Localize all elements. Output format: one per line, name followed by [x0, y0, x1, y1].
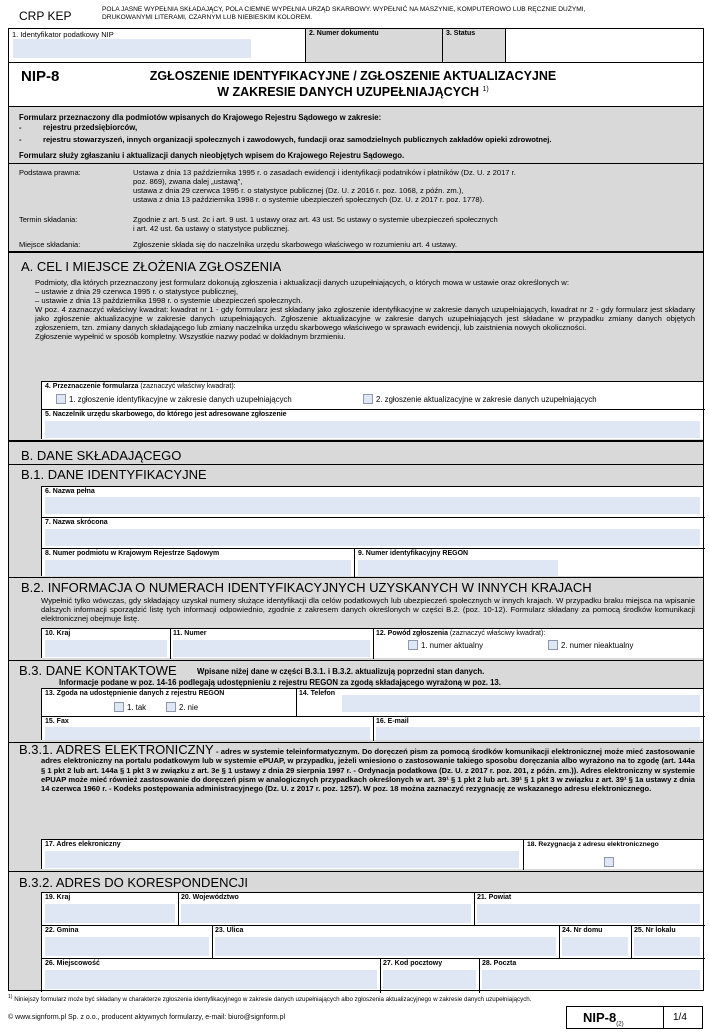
- field-4-option2[interactable]: 2. zgłoszenie aktualizacyjne w zakresie danych uzupełniających: [363, 394, 597, 404]
- status-label: 3. Status: [446, 30, 476, 37]
- document-number-field: [305, 29, 442, 62]
- checkbox-4-2[interactable]: [363, 394, 373, 404]
- section-a-p5: Zgłoszenie wypełnić w sposób kompletny. Wszystkie nazwy podać w dokładnym brzmieniu.: [35, 332, 346, 341]
- nip-field[interactable]: [9, 29, 305, 62]
- field-26-input[interactable]: [45, 970, 377, 989]
- section-a: [8, 251, 703, 440]
- form-title: [93, 69, 613, 99]
- field-11-label: 11. Numer: [173, 630, 207, 637]
- field-12-option2[interactable]: 2. numer nieaktualny: [548, 640, 633, 650]
- field-23-input[interactable]: [215, 937, 556, 956]
- field-19-label: 19. Kraj: [45, 894, 71, 901]
- document-number-label: 2. Numer dokumentu: [309, 30, 379, 37]
- checkbox-13-1[interactable]: [114, 702, 124, 712]
- form-code: NIP-8: [21, 68, 60, 85]
- section-b: [8, 440, 703, 990]
- footer-note-ref: 1): [8, 994, 13, 1000]
- field-13-option2[interactable]: 2. nie: [166, 702, 198, 712]
- field-4-label: 4. Przeznaczenie formularza (zaznaczyć właściwy kwadrat):: [45, 383, 236, 390]
- field-6-label: 6. Nazwa pełna: [45, 488, 95, 495]
- section-a-p3: – ustawie z dnia 13 października 1998 r. o systemie ubezpieczeń społecznych.: [35, 296, 303, 305]
- field-9-input[interactable]: [358, 560, 558, 576]
- field-7-label: 7. Nazwa skrócona: [45, 519, 108, 526]
- header-fields: [8, 28, 703, 62]
- field-5-label: 5. Naczelnik urzędu skarbowego, do którego jest adresowane zgłoszenie: [45, 411, 287, 418]
- header-note-line1: POLA JASNE WYPEŁNIA SKŁADAJĄCY, POLA CIEMNE WYPEŁNIA URZĄD SKARBOWY. WYPEŁNIĆ NA MASZYNIE, KOMPUTEROWO LUB RĘCZNIE DUŻYMI,: [102, 6, 586, 13]
- section-b3-text1: Wpisane niżej dane w części B.3.1. i B.3.2. aktualizują poprzedni stan danych.: [197, 667, 485, 676]
- nip-field-label: 1. Identyfikator podatkowy NIP: [12, 30, 114, 39]
- field-25-input[interactable]: [634, 937, 700, 956]
- field-16-input[interactable]: [376, 727, 700, 740]
- term-l1: Zgodnie z art. 5 ust. 2c i art. 9 ust. 1 ustawy oraz art. 43 ust. 5c ustawy o systemie ubezpieczeń społecznych: [133, 215, 498, 224]
- section-a-title: A. CEL I MIEJSCE ZŁOŻENIA ZGŁOSZENIA: [21, 259, 282, 274]
- footer-note-text: Niniejszy formularz może być składany w charakterze zgłoszenia identyfikacyjnego w zakresie danych uzupełniających albo zgłoszenia aktualizacyjnego w zakresie danych uzupełniających.: [14, 996, 532, 1004]
- section-a-p4: W poz. 4 zaznaczyć właściwy kwadrat: kwadrat nr 1 - gdy formularz jest składany jako zgłoszenie identyfikacyjne w zakresie danych uzupełniających, kwadrat nr 2 - gdy formularz jest składany jako zgłoszenie aktualizacyjne w zakresie danych uzupełniających. Zgłoszenie aktualizacyjne w zakresie danych uzupełniających jest składane w przypadku zmiany danych objętych zgłoszeniem, tzn. zmiany danych składającego lub zmiany naczelnika urzędu skarbowego właściwego w sprawach ewidencji, lub zaistnienia nowych okoliczności.: [35, 305, 695, 332]
- field-7-input[interactable]: [45, 529, 700, 546]
- field-20-input[interactable]: [181, 904, 471, 923]
- field-11-input[interactable]: [173, 640, 370, 657]
- page-code-box: [566, 1006, 703, 1029]
- section-b2-title: B.2. INFORMACJA O NUMERACH IDENTYFIKACYJNYCH UZYSKANYCH W INNYCH KRAJACH: [21, 580, 592, 595]
- intro-line1: Formularz przeznaczony dla podmiotów wpisanych do Krajowego Rejestru Sądowego w zakresie:: [19, 113, 382, 122]
- checkbox-12-1[interactable]: [408, 640, 418, 650]
- header-note: [102, 6, 585, 21]
- title-footnote-ref: 1): [482, 86, 489, 93]
- b3-fields: [41, 688, 704, 740]
- intro-item2: rejestru stowarzyszeń, innych organizacji społecznych i zawodowych, fundacji oraz samodzielnych publicznych zakładów opieki zdrowotnej.: [43, 135, 552, 144]
- section-b1-title: B.1. DANE IDENTYFIKACYJNE: [21, 467, 207, 482]
- field-22-label: 22. Gmina: [45, 927, 79, 934]
- field-22-input[interactable]: [45, 937, 209, 956]
- field-28-input[interactable]: [482, 970, 700, 989]
- field-4: [41, 381, 704, 439]
- section-a-p2: – ustawie z dnia 29 czerwca 1995 r. o statystyce publicznej,: [35, 287, 238, 296]
- field-12-option1[interactable]: 1. numer aktualny: [408, 640, 483, 650]
- field-10-label: 10. Kraj: [45, 630, 71, 637]
- section-b3-text2: Informacje podane w poz. 14-16 podlegają udostępnieniu z rejestru REGON za zgodą składającego wyrażoną w poz. 13.: [59, 678, 501, 687]
- b31-fields: [41, 839, 704, 869]
- field-23-label: 23. Ulica: [215, 927, 244, 934]
- field-21-input[interactable]: [477, 904, 700, 923]
- field-17-input[interactable]: [45, 851, 519, 868]
- field-21-label: 21. Powiat: [477, 894, 512, 901]
- field-27-label: 27. Kod pocztowy: [383, 960, 443, 967]
- term-l2: i art. 42 ust. 6a ustawy o statystyce publicznej.: [133, 224, 290, 233]
- section-b32-title: B.3.2. ADRES DO KORESPONDENCJI: [19, 875, 249, 890]
- b1-fields: [41, 486, 704, 576]
- field-8-label: 8. Numer podmiotu w Krajowym Rejestrze Sądowym: [45, 550, 220, 557]
- field-15-label: 15. Fax: [45, 718, 69, 725]
- footer-form-code: NIP-$8_{(2)}$: [583, 1010, 624, 1028]
- section-b31-block: [19, 742, 695, 794]
- intro-item1: rejestru przedsiębiorców,: [43, 123, 138, 132]
- field-4-option1[interactable]: 1. zgłoszenie identyfikacyjne w zakresie danych uzupełniających: [56, 394, 292, 404]
- field-14-input[interactable]: [342, 695, 700, 712]
- checkbox-12-2[interactable]: [548, 640, 558, 650]
- term-label: Termin składania:: [19, 215, 78, 224]
- field-27-input[interactable]: [383, 970, 476, 989]
- legal-l3: ustawa z dnia 29 czerwca 1995 r. o statystyce publicznej (Dz. U. z 2016 r. poz. 1068, z późn. zm.),: [133, 186, 464, 195]
- field-14-label: 14. Telefon: [299, 690, 336, 697]
- field-16-label: 16. E-mail: [376, 718, 409, 725]
- field-15-input[interactable]: [45, 727, 370, 740]
- field-10-input[interactable]: [45, 640, 167, 657]
- legal-l2: poz. 869), zwana dalej „ustawą”,: [133, 177, 243, 186]
- header-note-line2: DRUKOWANYMI LITERAMI, CZARNYM LUB NIEBIESKIM KOLOREM.: [102, 13, 313, 21]
- place-text: Zgłoszenie składa się do naczelnika urzędu skarbowego właściwego w rozumieniu art. 4 ustawy.: [133, 240, 458, 249]
- title-block: [8, 62, 703, 106]
- term-text: [133, 215, 498, 233]
- field-6-input[interactable]: [45, 497, 700, 514]
- form-title-line2: W ZAKRESIE DANYCH UZUPEŁNIAJĄCYCH: [217, 85, 480, 100]
- section-b-title: B. DANE SKŁADAJĄCEGO: [21, 448, 182, 463]
- field-18-label: 18. Rezygnacja z adresu elektronicznego: [527, 841, 659, 848]
- legal-basis-label: Podstawa prawna:: [19, 168, 81, 177]
- field-5-input[interactable]: [45, 421, 700, 438]
- section-a-text: [35, 278, 695, 341]
- field-8-input[interactable]: [45, 560, 351, 576]
- nip-input[interactable]: [13, 39, 251, 58]
- intro-block: Formularz przeznaczony dla podmiotów wpisanych do Krajowego Rejestru Sądowego w zakresie: - rejestru przedsiębiorców, - rejestru stowarzyszeń, innych organizacji społecznych i zawodowych, fundacji oraz samodzielnych publicznych zakładów opieki zdrowotnej. Formularz służy zgłaszaniu i aktualizacji danych nieobjętych wpisem do Krajowego Rejestru Sądowego. Podstawa prawna: Ustawa z dnia 13 października 1995 r. o zasadach ewidencji i identyfikacji podatników i płatników (Dz. U. z 2017 r. poz. 869), zwana dalej „ustawą”, ustawa z dnia 29 czerwca 1995 r. o statystyce publicznej (Dz. U. z 2016 r. poz. 1068, z późn. zm.), ustawa z dnia 13 października 1998 r. o systemie ubezpieczeń społecznych (Dz. U. z 2017 r. poz. 1778). Termin składania: Zgodnie z art. 5 ust. 2c i art. 9 ust. 1 ustawy oraz art. 43 ust. 5c ustawy o systemie ubezpieczeń społecznych i art. 42 ust. 6a ustawy o statystyce publicznej. Miejsce składania: Zgłoszenie składa się do naczelnika urzędu skarbowego właściwego w rozumieniu art. 4 ustawy.: [8, 106, 703, 251]
- b2-fields: [41, 628, 704, 658]
- footer-note: [8, 994, 531, 1003]
- field-18-checkbox[interactable]: [604, 852, 617, 870]
- field-19-input[interactable]: [45, 904, 175, 923]
- checkbox-18[interactable]: [604, 857, 614, 867]
- field-25-label: 25. Nr lokalu: [634, 927, 676, 934]
- field-24-input[interactable]: [562, 937, 628, 956]
- footer-credit: © www.signform.pl Sp. z o.o., producent aktywnych formularzy, e-mail: biuro@signform.pl: [8, 1014, 286, 1021]
- checkbox-13-2[interactable]: [166, 702, 176, 712]
- intro-line2: Formularz służy zgłaszaniu i aktualizacji danych nieobjętych wpisem do Krajowego Rejestru Sądowego.: [19, 151, 405, 160]
- status-field: [442, 29, 704, 62]
- field-13-option1[interactable]: 1. tak: [114, 702, 146, 712]
- legal-l1: Ustawa z dnia 13 października 1995 r. o zasadach ewidencji i identyfikacji podatników i płatników (Dz. U. z 2017 r.: [133, 168, 516, 177]
- legal-basis-text: [133, 168, 516, 204]
- field-28-label: 28. Poczta: [482, 960, 517, 967]
- legal-l4: ustawa z dnia 13 października 1998 r. o systemie ubezpieczeń społecznych (Dz. U. z 2017 r. poz. 1778).: [133, 195, 485, 204]
- field-13-label: 13. Zgoda na udostępnienie danych z rejestru REGON: [45, 690, 225, 697]
- place-label: Miejsce składania:: [19, 240, 81, 249]
- section-b3-title: B.3. DANE KONTAKTOWE: [19, 663, 177, 678]
- field-17-label: 17. Adres elekroniczny: [45, 841, 121, 848]
- section-b31-text: - adres w systemie teleinformatycznym. Do doręczeń pism za pomocą środków komunikacji elektronicznej może mieć zastosowanie adres elektroniczny na portalu podatkowym lub w systemie ePUAP, w przypadku, jeżeli wniesiono o zastosowanie takiego sposobu doręczania albo wyrażono na to zgodę (art. 144a § 1 pkt 2 lub art. 144a § 1 pkt 3 w związku z art. 3e § 1 ustawy z dnia 29 sierpnia 1997 r. - Ordynacja podatkowa (Dz. U. z 2017 r. poz. 201, z późn. zm.)). Adres elektroniczny w systemie ePUAP może mieć również zastosowanie do doręczeń pism w analogicznych przypadkach określonych w art. 39¹ § 1 pkt 2 lub art. 39¹ § 1 pkt 3 w związku z art. 39¹ § 1a ustawy z dnia 14 czerwca 1960 r. - Kodeks postępowania administracyjnego (Dz. U. z 2017 r. poz. 1257). W poz. 18 można zaznaczyć rezygnację ze wskazanego adresu elektronicznego.: [41, 747, 695, 794]
- field-12-label: 12. Powód zgłoszenia (zaznaczyć właściwy kwadrat):: [376, 630, 546, 637]
- form-title-line1: ZGŁOSZENIE IDENTYFIKACYJNE / ZGŁOSZENIE AKTUALIZACYJNE: [149, 69, 557, 83]
- crp-kep-label: CRP KEP: [19, 9, 72, 23]
- field-9-label: 9. Numer identyfikacyjny REGON: [358, 550, 469, 557]
- checkbox-4-1[interactable]: [56, 394, 66, 404]
- field-20-label: 20. Województwo: [181, 894, 239, 901]
- page-number: 1/4: [673, 1012, 687, 1023]
- section-b2-text: Wypełnić tylko wówczas, gdy składający uzyskał numery służące identyfikacji dla celów podatkowych lub ubezpieczeń społecznych w innych krajach. W przypadku braku miejsca na wpisanie dalszych informacji sporządzić listę tych informacji odpowiednio, zgodnie z zakresem danych określonych w części B.2. (poz. 10-12). Formularz składany za pomocą środków komunikacji elektronicznej obejmuje listę.: [41, 596, 695, 623]
- field-26-label: 26. Miejscowość: [45, 960, 100, 967]
- b32-fields: [41, 892, 704, 992]
- section-a-p1: Podmioty, dla których przeznaczony jest formularz dokonują zgłoszenia i aktualizacji danych uzupełniających, o których mowa w ustawie oraz określonych w:: [35, 278, 569, 287]
- section-b31-title: B.3.1. ADRES ELEKTRONICZNY: [19, 742, 214, 757]
- field-24-label: 24. Nr domu: [562, 927, 603, 934]
